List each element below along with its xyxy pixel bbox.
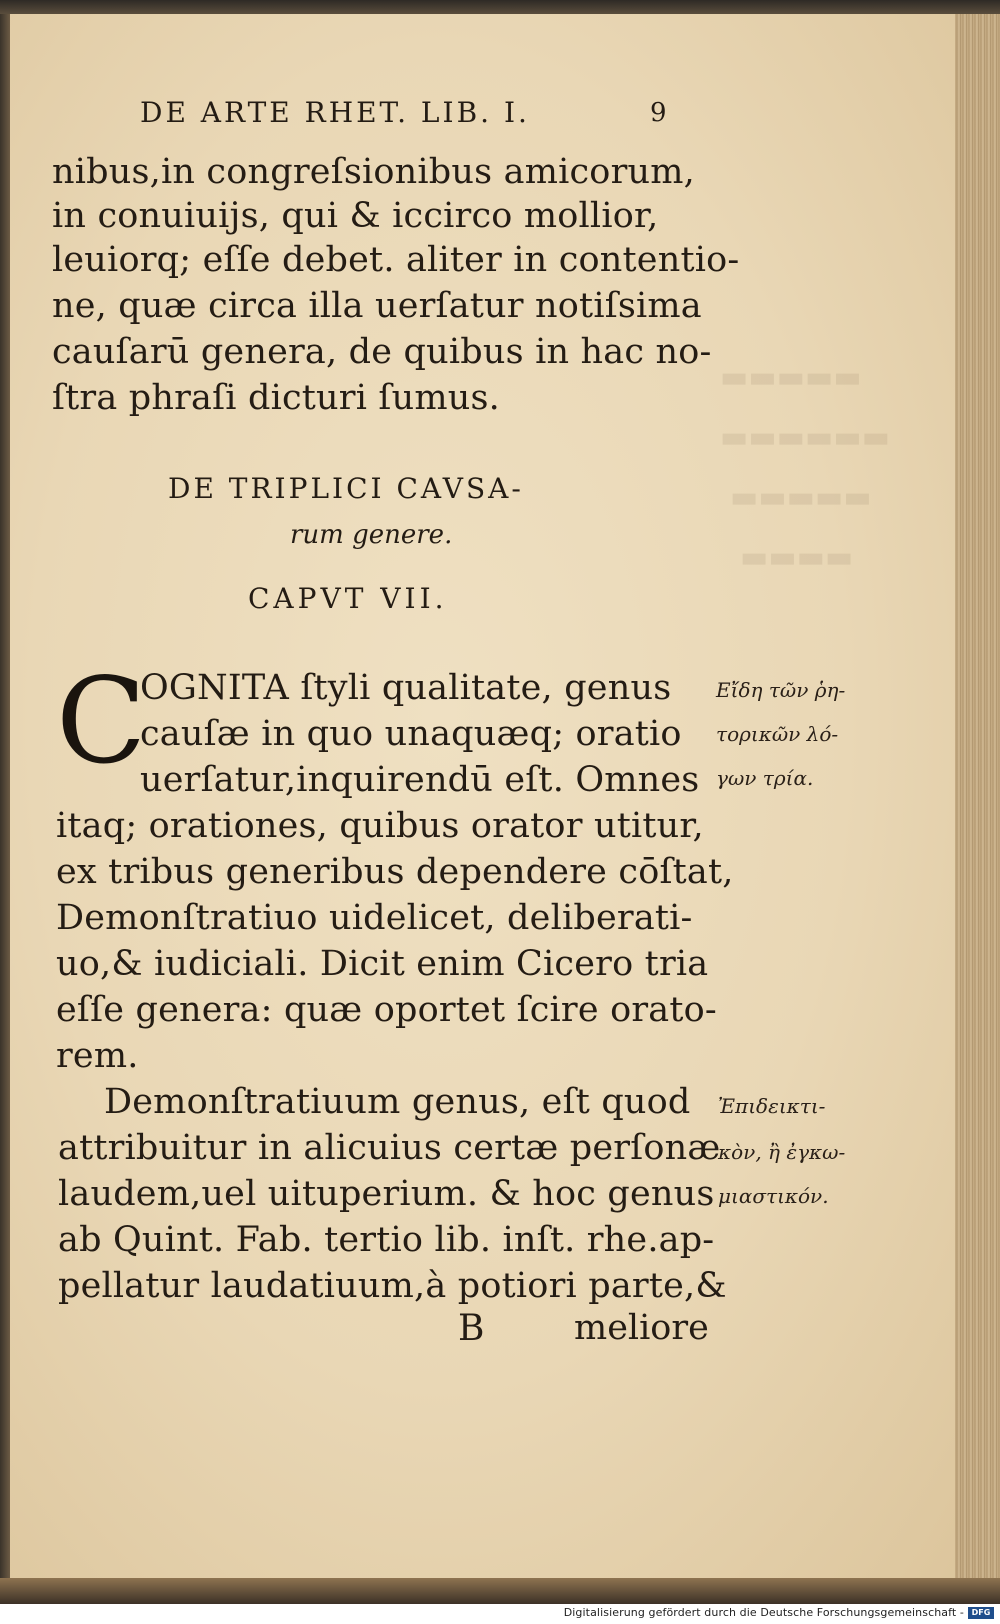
- signature-mark: B: [458, 1308, 485, 1349]
- footer-credit: Digitalisierung gefördert durch die Deutsche Forschungsgemeinschaft -: [563, 1606, 964, 1619]
- section-subheading: rum genere.: [290, 520, 453, 550]
- margin-note: γων τρία.: [716, 766, 814, 790]
- body-line: Demonſtratiuum genus, eſt quod: [104, 1082, 691, 1122]
- body-line: uo,& iudiciali. Dicit enim Cicero tria: [56, 944, 709, 984]
- margin-note: κὸν, ἢ ἐγκω-: [718, 1140, 846, 1164]
- body-line: ab Quint. Fab. tertio lib. inſt. rhe.ap-: [58, 1220, 715, 1260]
- body-line: Demonſtratiuo uidelicet, deliberati-: [56, 898, 693, 938]
- body-line: uerſatur,inquirendū eſt. Omnes: [140, 760, 700, 800]
- body-line: rem.: [56, 1036, 139, 1076]
- body-line: laudem,uel uituperium. & hoc genus: [58, 1174, 715, 1214]
- page-bottom-edge: [0, 1578, 1000, 1604]
- body-line: in conuiuijs, qui & iccirco mollior,: [52, 196, 659, 236]
- bleed-through-mark: ▬▬▬▬: [740, 540, 854, 575]
- page-top-edge: [0, 0, 1000, 14]
- body-line: itaq; orationes, quibus orator utitur,: [56, 806, 704, 846]
- body-line: OGNITA ſtyli qualitate, genus: [140, 668, 672, 708]
- body-line: attribuitur in alicuius certæ perſonæ: [58, 1128, 721, 1168]
- section-heading: DE TRIPLICI CAVSA-: [168, 472, 524, 505]
- bleed-through-mark: ▬▬▬▬▬: [730, 480, 872, 515]
- body-line: cauſæ in quo unaquæq; oratio: [140, 714, 682, 754]
- margin-note: Εἴδη τῶν ῥη-: [716, 678, 846, 702]
- body-line: ſtra phraſi dicturi ſumus.: [52, 378, 500, 418]
- bleed-through-mark: ▬▬▬▬▬▬: [720, 420, 891, 455]
- body-line: ex tribus generibus dependere cōſtat,: [56, 852, 734, 892]
- page-fore-edge: [955, 14, 1000, 1584]
- body-line: cauſarū genera, de quibus in hac no-: [52, 332, 712, 372]
- running-head: DE ARTE RHET. LIB. I.: [140, 96, 530, 129]
- margin-note: Ἐπιδεικτι-: [718, 1094, 826, 1118]
- body-line: nibus,in congreſsionibus amicorum,: [52, 152, 695, 192]
- body-line: ne, quæ circa illa uerſatur notiſsima: [52, 286, 702, 326]
- body-line: pellatur laudatiuum,à potiori parte,&: [58, 1266, 727, 1306]
- page-number: 9: [650, 98, 667, 128]
- margin-note: μιαστικόν.: [718, 1184, 829, 1208]
- catchword: meliore: [574, 1308, 709, 1348]
- drop-cap-initial: C: [56, 652, 147, 790]
- margin-note: τορικῶν λό-: [716, 722, 839, 746]
- bleed-through-mark: ▬▬▬▬▬: [720, 360, 862, 395]
- chapter-heading: CAPVT VII.: [248, 582, 448, 615]
- body-line: eſſe genera: quæ oportet ſcire orato-: [56, 990, 717, 1030]
- body-line: leuiorq; eſſe debet. aliter in contentio-: [52, 240, 740, 280]
- dfg-logo: DFG: [968, 1607, 994, 1619]
